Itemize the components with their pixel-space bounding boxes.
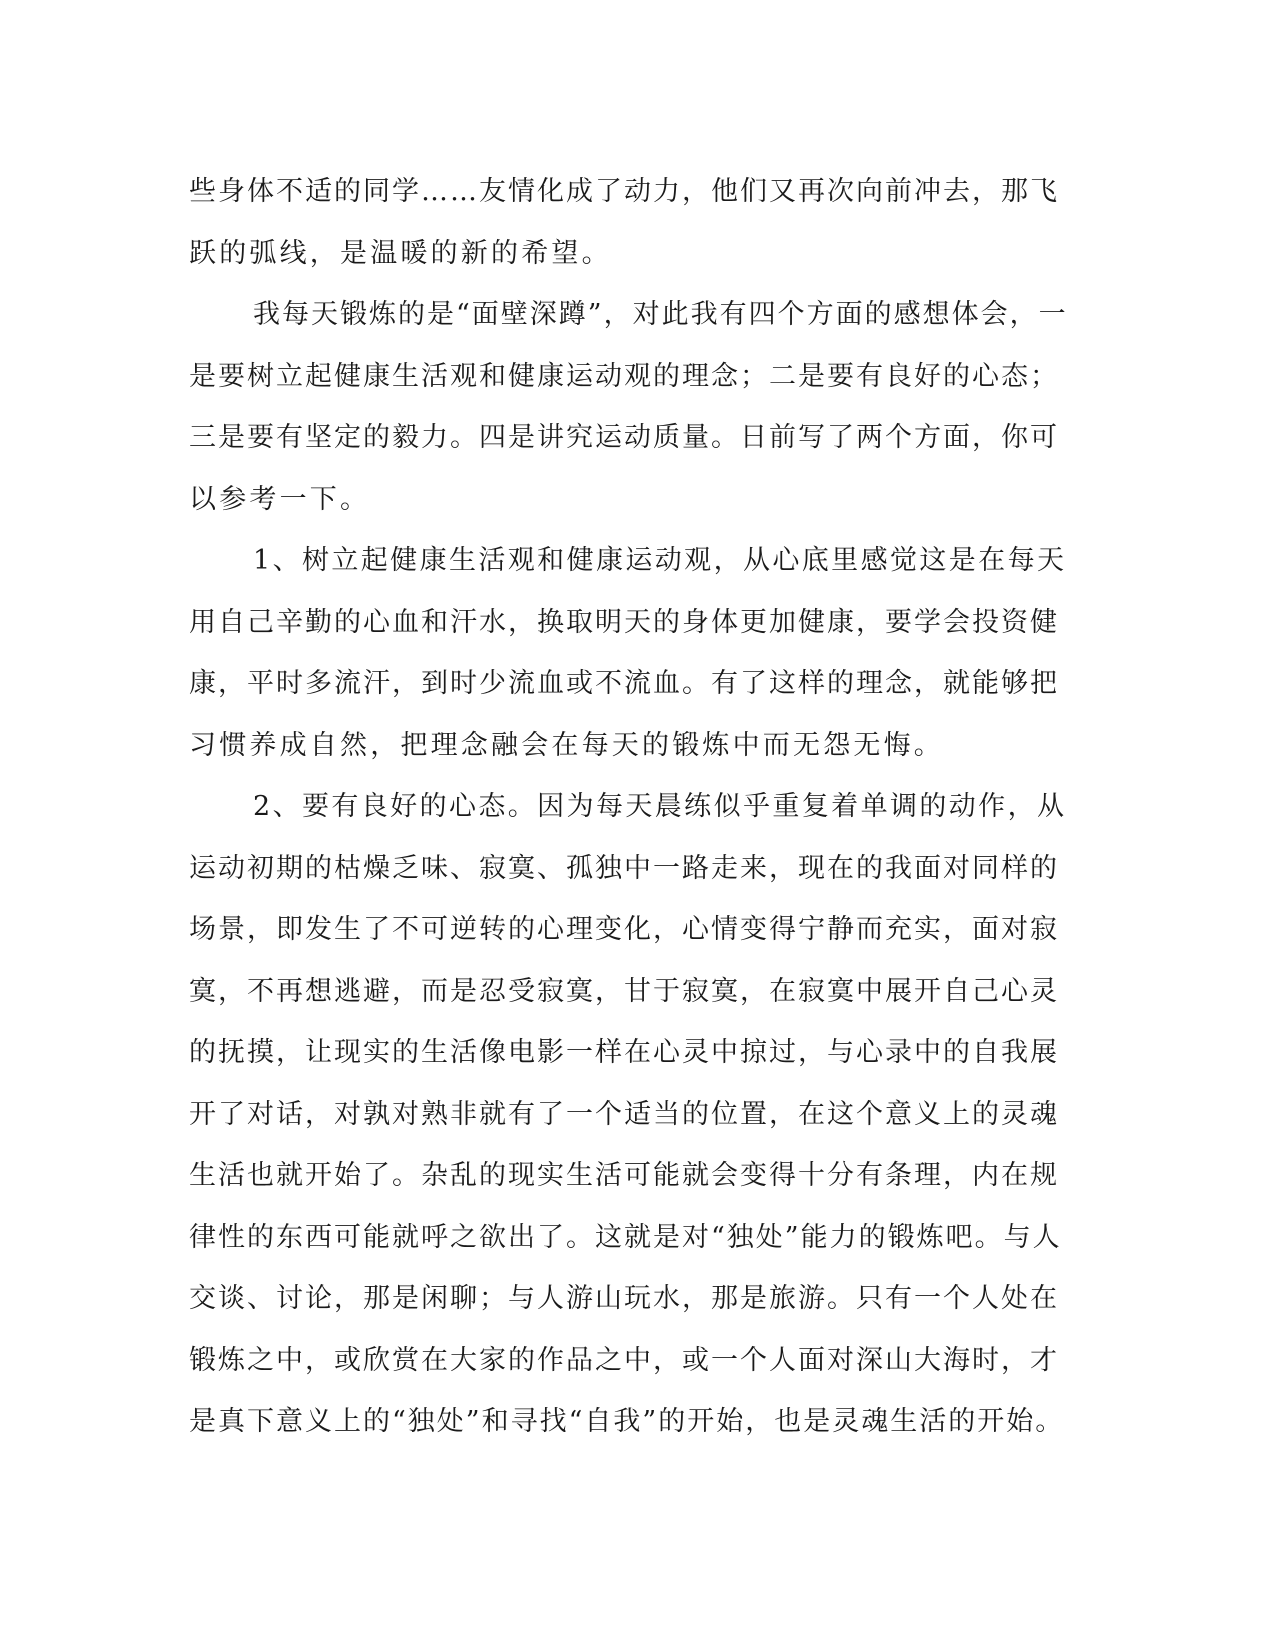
text-line: 是要树立起健康生活观和健康运动观的理念；二是要有良好的心态；	[189, 360, 1059, 392]
text-line: 是真下意义上的“独处”和寻找“自我”的开始，也是灵魂生活的开始。	[189, 1406, 1065, 1437]
paragraph-3	[189, 530, 1069, 776]
text-line: 三是要有坚定的毅力。四是讲究运动质量。日前写了两个方面，你可	[189, 422, 1059, 453]
text-line: 1、树立起健康生活观和健康运动观，从心底里感觉这是在每天	[253, 545, 1067, 576]
text-line: 康，平时多流汗，到时少流血或不流血。有了这样的理念，就能够把	[189, 668, 1059, 699]
document-body	[189, 161, 1069, 1453]
text-line: 习惯养成自然，把理念融会在每天的锻炼中而无怨无悔。	[189, 729, 944, 761]
text-line: 以参考一下。	[189, 483, 371, 515]
paragraph-1	[189, 161, 1069, 284]
text-line: 场景，即发生了不可逆转的心理变化，心情变得宁静而充实，面对寂	[189, 914, 1059, 945]
text-line: 寞，不再想逃避，而是忍受寂寞，甘于寂寞，在寂寞中展开自己心灵	[189, 975, 1059, 1007]
text-line: 律性的东西可能就呼之欲出了。这就是对“独处”能力的锻炼吧。与人	[189, 1221, 1062, 1253]
paragraph-4	[189, 776, 1069, 1453]
text-line: 交谈、讨论，那是闲聊；与人游山玩水，那是旅游。只有一个人处在	[189, 1283, 1059, 1314]
text-line: 的抚摸，让现实的生活像电影一样在心灵中掠过，与心录中的自我展	[189, 1037, 1059, 1068]
text-line: 些身体不适的同学……友情化成了动力，他们又再次向前冲去，那飞	[189, 176, 1059, 207]
text-line: 用自己辛勤的心血和汗水，换取明天的身体更加健康，要学会投资健	[189, 606, 1059, 638]
text-line: 跃的弧线，是温暖的新的希望。	[189, 237, 612, 269]
text-line: 运动初期的枯燥乏味、寂寞、孤独中一路走来，现在的我面对同样的	[189, 852, 1059, 884]
text-line: 生活也就开始了。杂乱的现实生活可能就会变得十分有条理，内在规	[189, 1160, 1059, 1191]
text-line: 2、要有良好的心态。因为每天晨练似乎重复着单调的动作，从	[253, 791, 1067, 822]
text-line: 我每天锻炼的是“面壁深蹲”，对此我有四个方面的感想体会，一	[253, 299, 1068, 330]
paragraph-2	[189, 284, 1069, 530]
text-line: 锻炼之中，或欣赏在大家的作品之中，或一个人面对深山大海时，才	[189, 1344, 1059, 1376]
text-line: 开了对话，对孰对熟非就有了一个适当的位置，在这个意义上的灵魂	[189, 1098, 1059, 1130]
